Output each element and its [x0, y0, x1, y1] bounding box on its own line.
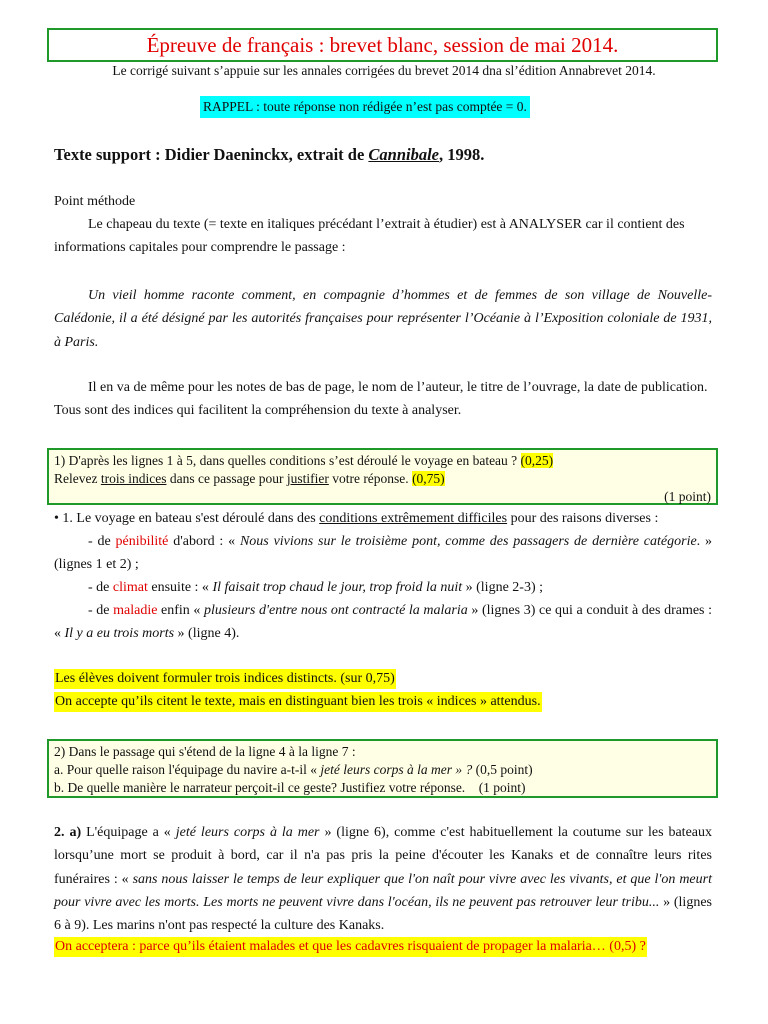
question-1-box [47, 448, 718, 505]
book-title: Cannibale [368, 145, 440, 164]
answer-1-penibilite: - de pénibilité d'abord : « Nous vivions sur le troisième pont, comme des passagers de dernière catégorie. » (lignes 1 et 2) ; [54, 534, 712, 573]
question-1-total: (1 point) [664, 489, 711, 504]
support-heading: Texte support : Didier Daeninckx, extrait de Cannibale, 1998. [54, 145, 485, 164]
question-2-line: 2) Dans le passage qui s'étend de la ligne 4 à la ligne 7 : [54, 744, 356, 759]
methode-heading: Point méthode [54, 194, 136, 209]
grading-note-2: On accepte qu’ils citent le texte, mais en distinguant bien les trois « indices » attendus. [54, 692, 542, 712]
answer-1-intro: • 1. Le voyage en bateau s'est déroulé dans des conditions extrêmement difficiles pour des raisons diverses : [54, 511, 659, 526]
methode-paragraph: Le chapeau du texte (= texte en italiques précédant l’extrait à étudier) est à ANALYSER car il contient des informations capitales pour comprendre le passage : [54, 217, 685, 256]
question-1-line-2: Relevez trois indices dans ce passage pour justifier votre réponse. (0,75) [54, 471, 445, 486]
answer-1-maladie: - de maladie enfin « plusieurs d'entre nous ont contracté la malaria » (lignes 3) ce qui a conduit à des drames : « Il y a eu trois morts » (ligne 4). [54, 603, 712, 642]
question-1-line: 1) D'après les lignes 1 à 5, dans quelles conditions s’est déroulé le voyage en bateau ? (0,25) [54, 453, 554, 468]
methode-paragraph-2: Il en va de même pour les notes de bas de page, le nom de l’auteur, le titre de l’ouvrage, la date de publication. Tous sont des indices qui facilitent la compréhension du texte à analyser. [54, 380, 708, 419]
question-2a-line: a. Pour quelle raison l'équipage du navire a-t-il « jeté leurs corps à la mer » ? (0,5 point) [54, 762, 533, 777]
chapeau-text: Un vieil homme raconte comment, en compagnie d’hommes et de femmes de son village de Nouvelle-Calédonie, il a été désigné par les autorités françaises pour représenter l’Océanie à l’Exposition coloniale de 1931, à Paris. [54, 288, 712, 350]
answer-2a: 2. a) L'équipage a « jeté leurs corps à la mer » (ligne 6), comme c'est habituellement la coutume sur les bateaux lorsqu’une mort se produit à bord, car il n'a pas pris la peine d'écouter les Kanaks et de connaître leurs rites funéraires : « sans nous laisser le temps de leur expliquer que l'on naît pour vivre avec les vivants, et que l'on meurt pour vivre avec les morts. Les morts ne peuvent vivre dans l'océan, ils ne peuvent pas retrouver leur tribu... » (lignes 6 à 9). Les marins n'ont pas respecté la culture des Kanaks. [54, 825, 713, 934]
page-title: Épreuve de français : brevet blanc, session de mai 2014. [47, 28, 718, 62]
grading-note-1: Les élèves doivent formuler trois indices distincts. (sur 0,75) [54, 669, 396, 689]
accepted-answer-note: On acceptera : parce qu’ils étaient malades et que les cadavres risquaient de propager la malaria… (0,5) ? [54, 937, 647, 957]
points-badge: (0,75) [412, 471, 445, 486]
answer-1-climat: - de climat ensuite : « Il faisait trop chaud le jour, trop froid la nuit » (ligne 2-3) ; [88, 580, 543, 595]
question-2-box [47, 739, 718, 798]
points-badge: (0,25) [520, 453, 554, 468]
subtitle: Le corrigé suivant s’appuie sur les annales corrigées du brevet 2014 dna sl’édition Annabrevet 2014. [112, 63, 656, 78]
question-2b-line: b. De quelle manière le narrateur perçoit-il ce geste? Justifiez votre réponse. (1 point) [54, 780, 526, 795]
rappel-note: RAPPEL : toute réponse non rédigée n’est pas comptée = 0. [200, 96, 530, 118]
